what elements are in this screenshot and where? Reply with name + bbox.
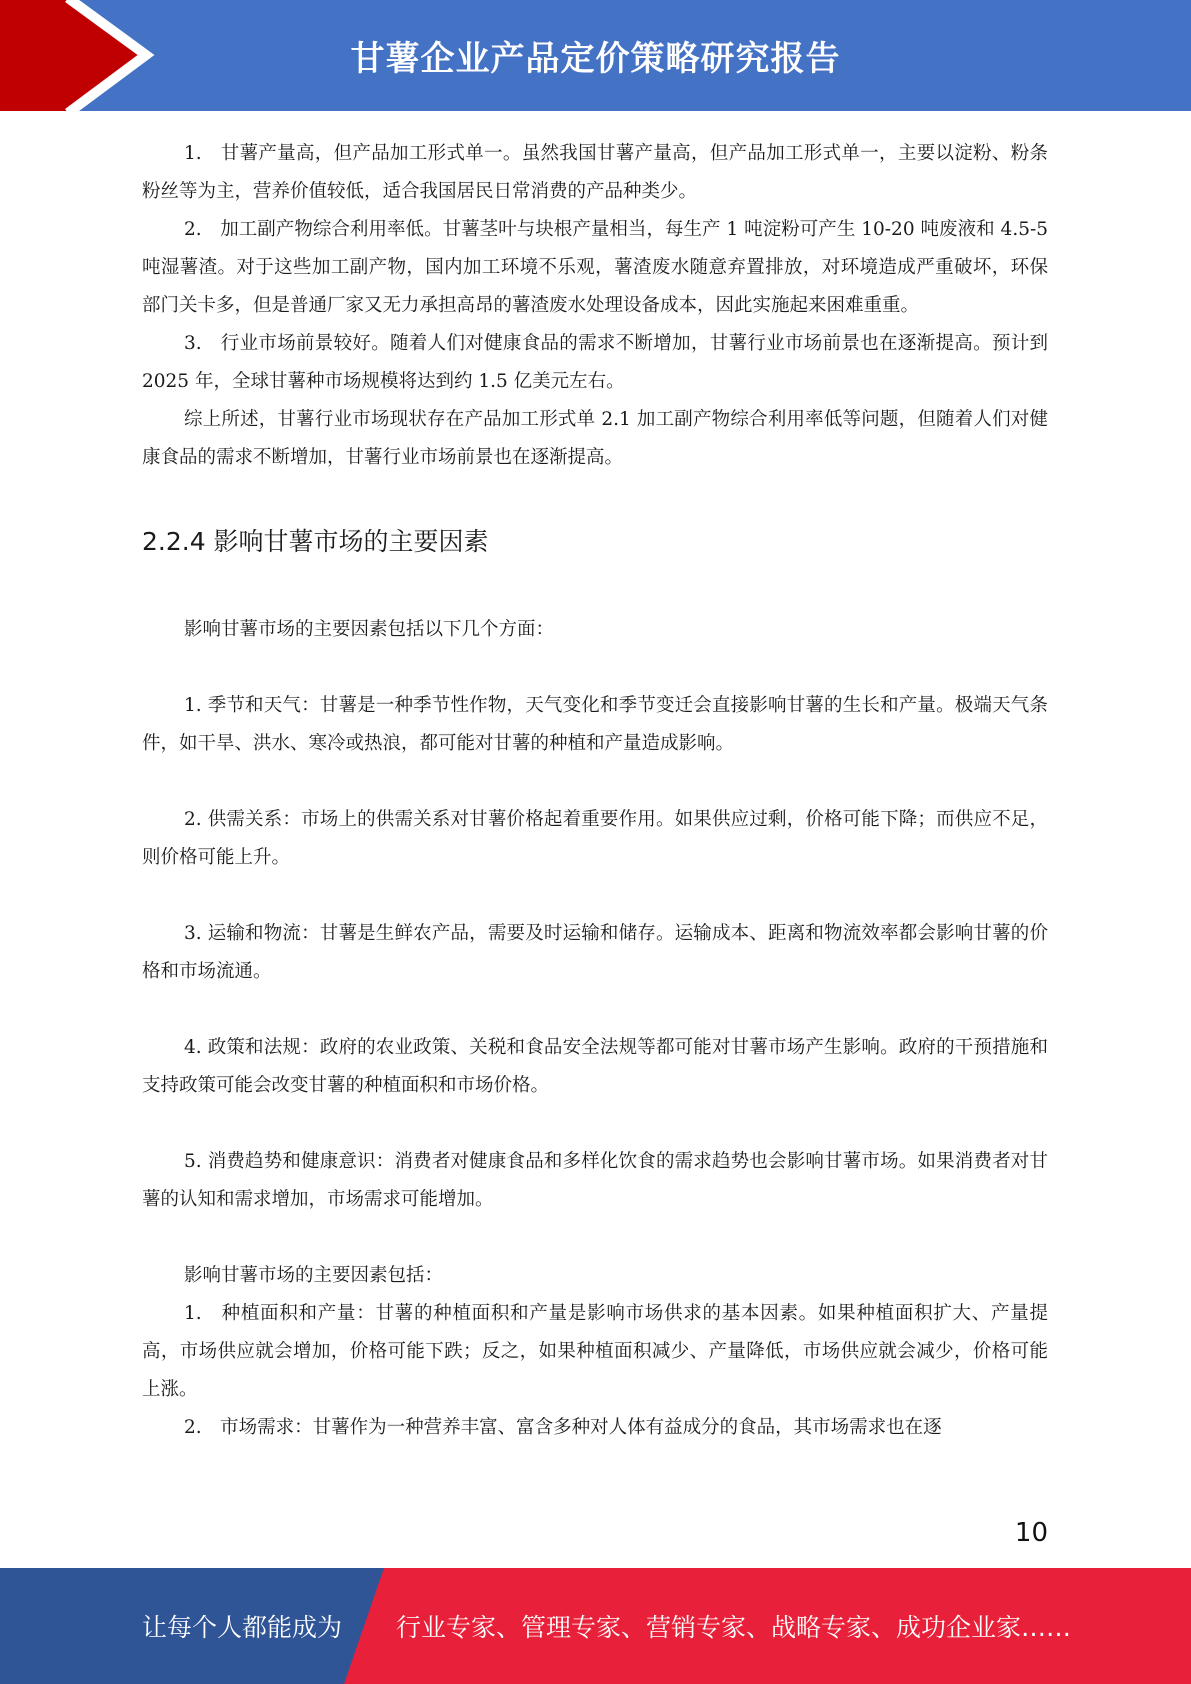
factor-item-2: 2. 供需关系：市场上的供需关系对甘薯价格起着重要作用。如果供应过剩，价格可能下降；而供应不足，则价格可能上升。 xyxy=(142,809,1048,868)
factor-item-5: 5. 消费趋势和健康意识：消费者对健康食品和多样化饮食的需求趋势也会影响甘薯市场。如果消费者对甘薯的认知和需求增加，市场需求可能增加。 xyxy=(142,1151,1048,1210)
factor2-item-2: 2. 市场需求：甘薯作为一种营养丰富、富含多种对人体有益成分的食品，其市场需求也在逐 xyxy=(184,1417,942,1438)
page-header xyxy=(0,0,1191,111)
page-footer xyxy=(0,1568,1191,1684)
factor2-item-1: 1. 种植面积和产量：甘薯的种植面积和产量是影响市场供求的基本因素。如果种植面积扩大、产量提高，市场供应就会增加，价格可能下跌；反之，如果种植面积减少、产量降低，市场供应就会减少，价格可能上涨。 xyxy=(142,1303,1048,1400)
footer-slogan-left: 让每个人都能成为 xyxy=(142,1613,343,1642)
factors2-intro: 影响甘薯市场的主要因素包括： xyxy=(184,1265,444,1286)
factors-intro: 影响甘薯市场的主要因素包括以下几个方面： xyxy=(184,619,555,640)
paragraph-summary: 综上所述，甘薯行业市场现状存在产品加工形式单 2.1 加工副产物综合利用率低等问题，但随着人们对健康食品的需求不断增加，甘薯行业市场前景也在逐渐提高。 xyxy=(142,409,1048,468)
page-number: 10 xyxy=(1014,1518,1048,1548)
paragraph-intro-3: 3. 行业市场前景较好。随着人们对健康食品的需求不断增加，甘薯行业市场前景也在逐渐提高。预计到 2025 年，全球甘薯种市场规模将达到约 1.5 亿美元左右。 xyxy=(142,333,1048,392)
footer-slogan-right: 行业专家、管理专家、营销专家、战略专家、成功企业家…… xyxy=(396,1613,1072,1642)
paragraph-intro-2: 2. 加工副产物综合利用率低。甘薯茎叶与块根产量相当，每生产 1 吨淀粉可产生 10-20 吨废液和 4.5-5 吨湿薯渣。对于这些加工副产物，国内加工环境不乐观，薯渣废水随意弃置排放，对环境造成严重破坏，环保部门关卡多，但是普通厂家又无力承担高昂的薯渣废水处理设备成本，因此实施起来困难重重。 xyxy=(142,219,1048,316)
factor-item-1: 1. 季节和天气：甘薯是一种季节性作物，天气变化和季节变迁会直接影响甘薯的生长和产量。极端天气条件，如干旱、洪水、寒冷或热浪，都可能对甘薯的种植和产量造成影响。 xyxy=(142,695,1048,754)
page-content xyxy=(142,135,1048,1447)
header-chevron-decoration xyxy=(0,0,200,111)
section-heading: 2.2.4 影响甘薯市场的主要因素 xyxy=(142,527,489,556)
document-title: 甘薯企业产品定价策略研究报告 xyxy=(350,39,841,79)
paragraph-intro-1: 1. 甘薯产量高，但产品加工形式单一。虽然我国甘薯产量高，但产品加工形式单一，主要以淀粉、粉条粉丝等为主，营养价值较低，适合我国居民日常消费的产品种类少。 xyxy=(142,143,1048,202)
factor-item-3: 3. 运输和物流：甘薯是生鲜农产品，需要及时运输和储存。运输成本、距离和物流效率都会影响甘薯的价格和市场流通。 xyxy=(142,923,1048,982)
factor-item-4: 4. 政策和法规：政府的农业政策、关税和食品安全法规等都可能对甘薯市场产生影响。政府的干预措施和支持政策可能会改变甘薯的种植面积和市场价格。 xyxy=(142,1037,1048,1096)
